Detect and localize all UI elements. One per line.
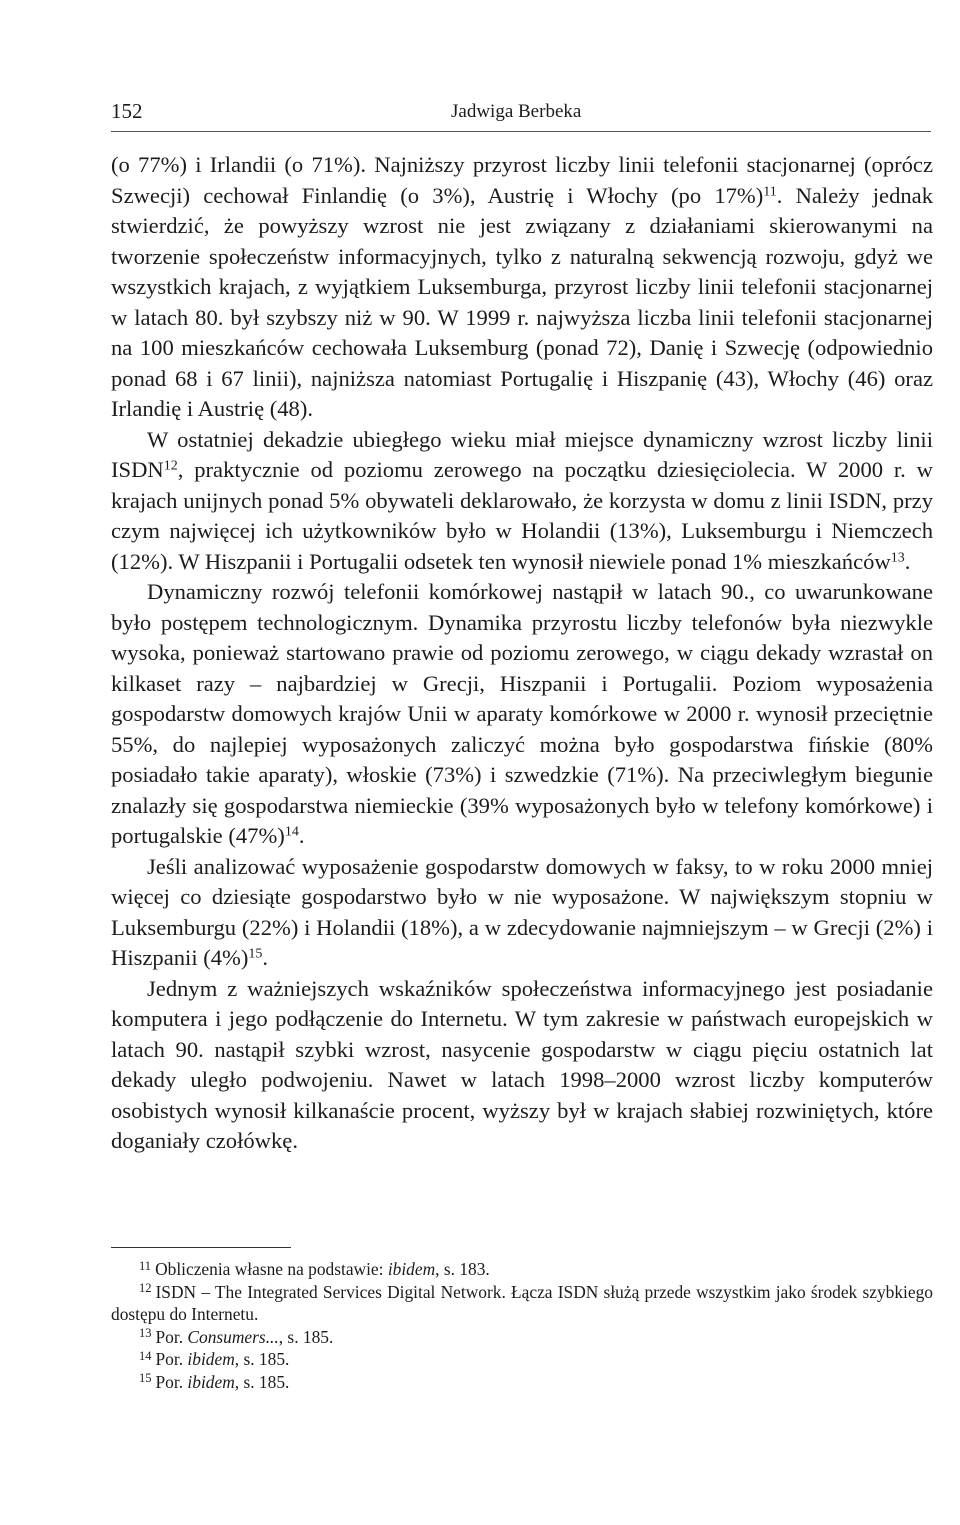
footnote-text: Por. [155,1326,188,1347]
paragraph-4-text-a: Jeśli analizować wyposażenie gospodarstw domowych w faksy, to w roku 2000 mniej więcej co dziesiąte gospodarstwo było w nie wyposażone. W największym stopniu w Luksemburgu (22%) i Holandii (18%), a w zdecydowanie najmniejszym – w Grecji (2%) i Hiszpanii (4%) [111,853,933,970]
footnote-ref-12: 12 [163,458,178,474]
footnote-15 [111,1371,933,1394]
paragraph-1-text-b: . Należy jednak stwierdzić, że powyższy wzrost nie jest związany z działaniami skierowanymi na tworzenie społeczeństw informacyjnych, tylko z naturalną sekwencją rozwoju, gdyż we wszystkich krajach, z wyjątkiem Luksemburga, przyrost liczby linii telefonii stacjonarnej w latach 80. był szybszy niż w 90. W 1999 r. najwyższa liczba linii telefonii stacjonarnej na 100 mieszkańców cechowała Luksemburg (ponad 72), Danię i Szwecję (odpowiednio ponad 68 i 67 linii), najniższa natomiast Portugalię i Hiszpanię (43), Włochy (46) oraz Irlandię i Austrię (48). [111,182,933,421]
footnote-ref-11: 11 [763,183,777,199]
footnote-number: 12 [139,1281,152,1296]
footnote-italic: ibidem [187,1349,235,1369]
paragraph-1-text-a: (o 77%) i Irlandii (o 71%). Najniższy przyrost liczby linii telefonii stacjonarnej (oprócz Szwecji) cechował Finlandię (o 3%), Austrię i Włochy (po 17%) [111,152,933,208]
paragraph-2-text-b: , praktycznie od poziomu zerowego na początku dziesięciolecia. W 2000 r. w krajach unijnych ponad 5% obywateli deklarowało, że korzysta w domu z linii ISDN, przy czym najwięcej ich użytkowników było w Holandii (13%), Luksemburgu i Niemczech (12%). W Hiszpanii i Portugalii odsetek ten wynosił niewiele ponad 1% mieszkańców [111,457,933,574]
paragraph-4-text-b: . [262,945,269,970]
paragraph-4 [111,852,933,974]
footnote-12 [111,1281,933,1326]
footnote-text: Por. [155,1371,188,1392]
paragraph-3-text-b: . [298,823,305,848]
footnote-ref-14: 14 [284,824,299,840]
main-text [111,150,933,1157]
footnote-14 [111,1348,933,1371]
footnote-number: 11 [139,1258,152,1273]
footnote-text-end: , s. 185. [278,1326,334,1347]
footnote-text-end: , s. 185. [234,1349,290,1369]
footnote-text: ISDN – The Integrated Services Digital Network. Łącza ISDN służą przede wszystkim jako środek szybkiego dostępu do Internetu. [111,1281,933,1324]
footnote-number: 13 [139,1326,152,1341]
running-head-author: Jadwiga Berbeka [451,101,582,122]
footnote-italic: ibidem [187,1371,235,1392]
footnotes-rule [111,1247,291,1248]
footnote-text-end: , s. 185. [234,1371,290,1392]
page-number: 152 [111,99,143,123]
header-rule [111,131,931,132]
paragraph-5: Jednym z ważniejszych wskaźników społeczeństwa informacyjnego jest posiadanie komputera i jego podłączenie do Internetu. W tym zakresie w państwach europejskich w latach 90. nastąpił szybki wzrost, nasycenie gospodarstw w ciągu pięciu ostatnich lat dekady uległo podwojeniu. Nawet w latach 1998–2000 wzrost liczby komputerów osobistych wynosił kilkanaście procent, wyższy był w krajach słabiej rozwiniętych, które doganiały czołówkę. [111,975,933,1153]
footnote-11 [111,1258,933,1281]
footnote-13 [111,1326,933,1349]
footnote-italic: Consumers... [187,1326,279,1347]
paragraph-2-text-c: . [904,548,911,574]
paragraph-1 [111,150,933,425]
running-head [111,97,931,129]
footnote-ref-13: 13 [890,549,905,565]
footnote-number: 15 [139,1371,152,1386]
footnote-number: 14 [139,1348,152,1363]
footnote-text: Por. [155,1349,188,1369]
footnote-italic: ibidem [387,1259,436,1279]
paragraph-2 [111,425,933,578]
footnote-ref-15: 15 [248,946,263,962]
paragraph-3 [111,577,933,852]
footnote-text-end: , s. 183. [435,1259,490,1279]
paragraph-2-text-a: W ostatniej dekadzie ubiegłego wieku miał miejsce dynamiczny wzrost liczby linii ISDN [111,426,933,482]
footnotes [111,1258,933,1393]
footnote-text: Obliczenia własne na podstawie: [155,1259,388,1279]
paragraph-3-text-a: Dynamiczny rozwój telefonii komórkowej nastąpił w latach 90., co uwarunkowane było postępem technologicznym. Dynamika przyrostu liczby telefonów była niezwykle wysoka, ponieważ startowano prawie od poziomu zerowego, w ciągu dekady wzrastał on kilkaset razy – najbardziej w Grecji, Hiszpanii i Portugalii. Poziom wyposażenia gospodarstw domowych krajów Unii w aparaty komórkowe w 2000 r. wynosił przeciętnie 55%, do najlepiej wyposażonych zaliczyć można było gospodarstwa fińskie (80% posiadało takie aparaty), włoskie (73%) i szwedzkie (71%). Na przeciwległym biegunie znalazły się gospodarstwa niemieckie (39% wyposażonych było w telefony komórkowe) i portugalskie (47%) [111,579,933,848]
